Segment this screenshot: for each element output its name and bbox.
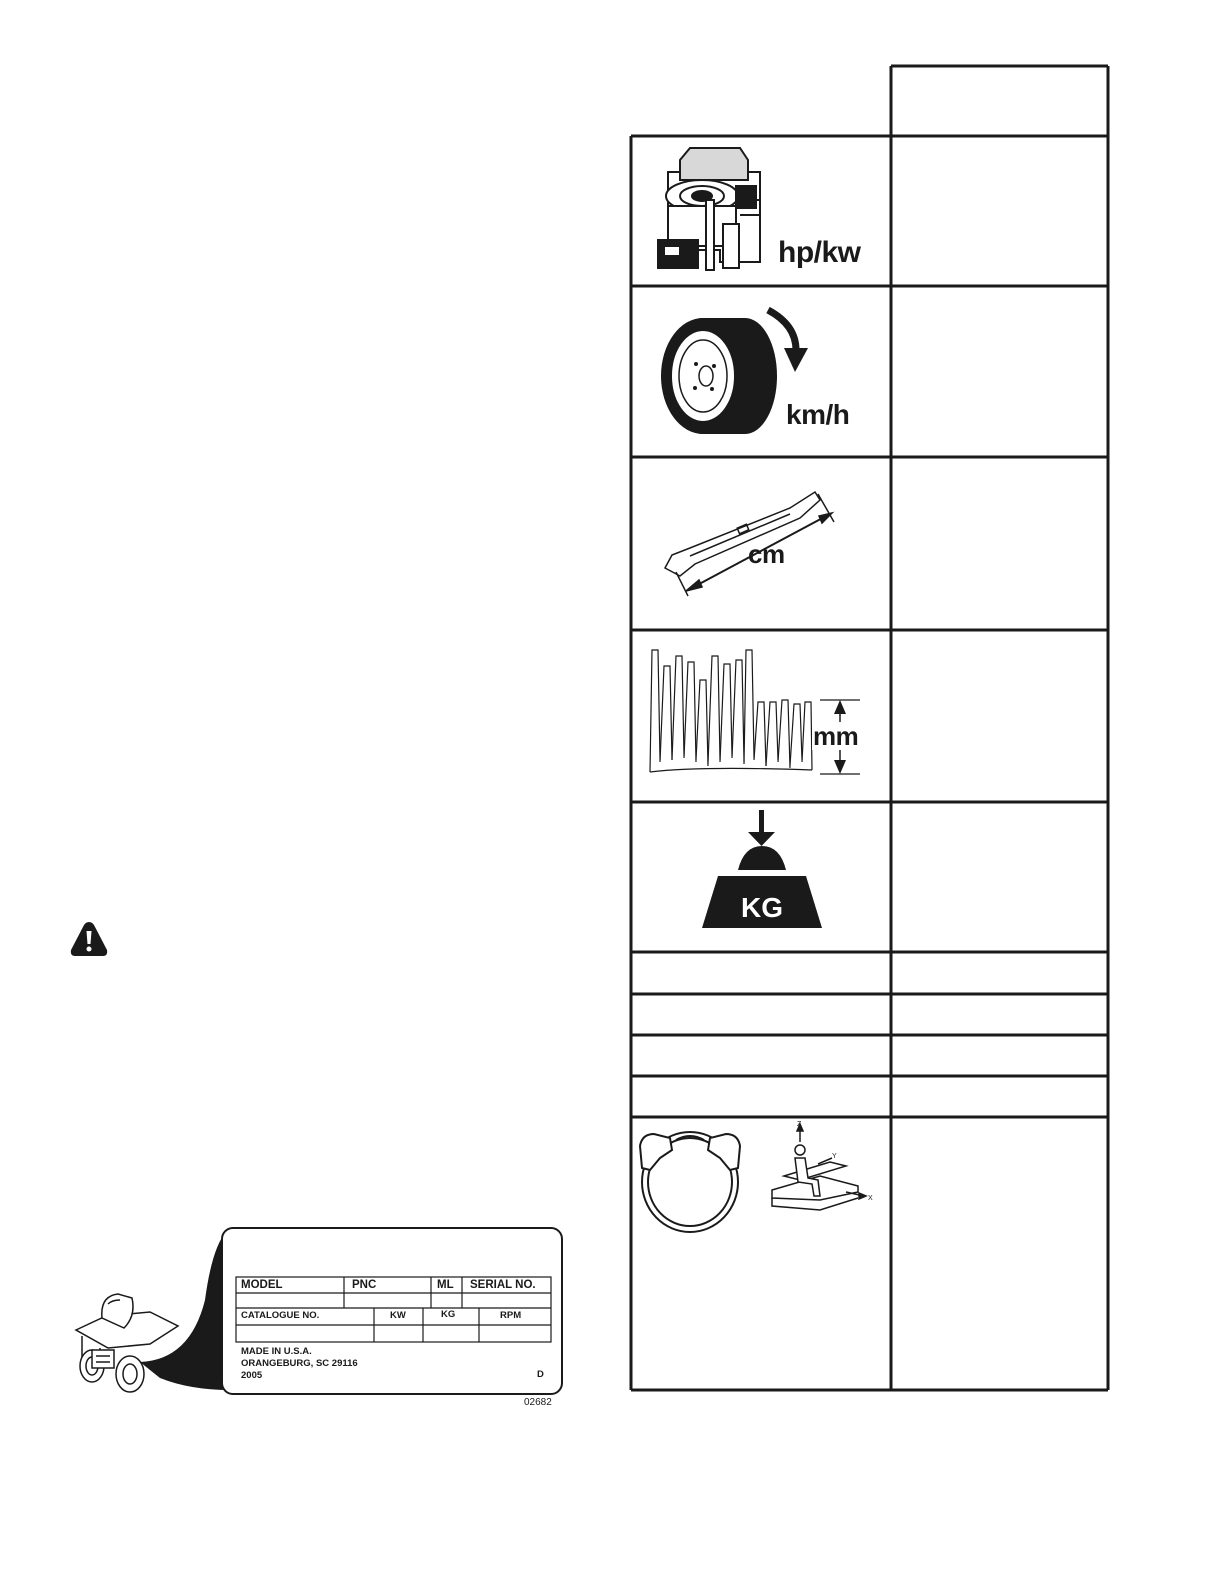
axis-y-label: Y — [832, 1153, 837, 1160]
plate-header-serial: SERIAL NO. — [470, 1279, 536, 1291]
plate-letter: D — [537, 1369, 544, 1380]
plate-header-pnc: PNC — [352, 1279, 377, 1291]
speed-unit-label: km/h — [786, 399, 850, 430]
plate-made-in: MADE IN U.S.A. — [241, 1346, 312, 1357]
plate-header-model: MODEL — [241, 1279, 283, 1291]
engine-unit-label: hp/kw — [778, 236, 861, 269]
axis-x-label: X — [868, 1195, 873, 1202]
plate-year: 2005 — [241, 1370, 263, 1381]
plate-address: ORANGEBURG, SC 29116 — [241, 1358, 358, 1369]
plate-header-catalogue: CATALOGUE NO. — [241, 1310, 320, 1321]
axis-z-label: Z — [797, 1121, 802, 1128]
weight-unit-label: KG — [741, 892, 783, 923]
plate-header-kw: KW — [390, 1310, 406, 1321]
blade-unit-label: cm — [748, 539, 785, 569]
plate-header-ml: ML — [437, 1279, 454, 1291]
plate-header-rpm: RPM — [500, 1310, 522, 1321]
figure-code: 02682 — [524, 1397, 552, 1408]
plate-header-kg: KG — [441, 1309, 456, 1320]
cut-height-unit-label: mm — [813, 721, 859, 751]
